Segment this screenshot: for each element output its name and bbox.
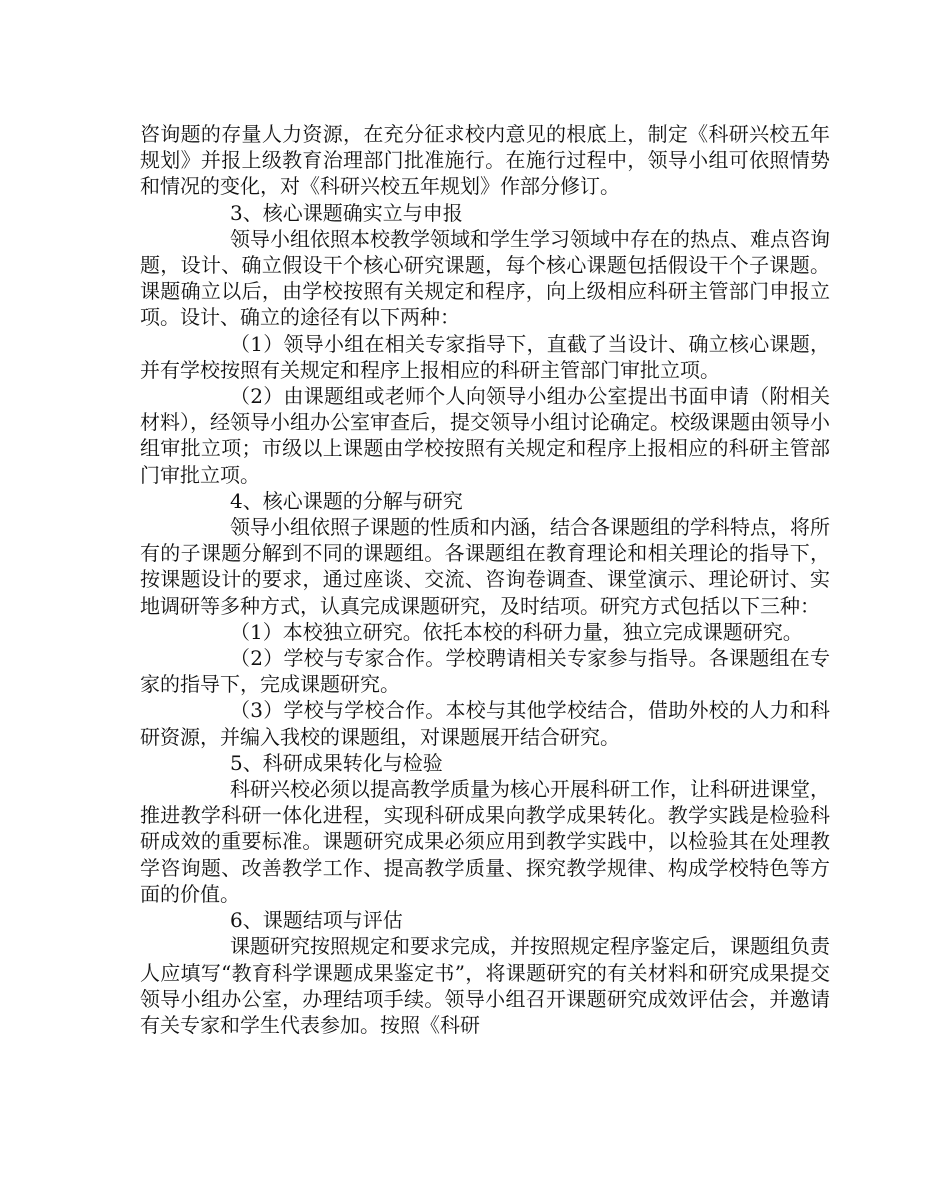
section-heading: 5、科研成果转化与检验: [230, 750, 443, 775]
paragraph: 领导小组依照子课题的性质和内涵，结合各课题组的学科特点，将所有的子课题分解到不同的课题组。各课题组在教育理论和相关理论的指导下，按课题设计的要求，通过座谈、交流、咨询卷调查、课堂演示、理论研讨、实地调研等多种方式，认真完成课题研究，及时结项。研究方式包括以下三种：: [140, 515, 830, 618]
list-item: （2）由课题组或老师个人向领导小组办公室提出书面申请（附相关材料），经领导小组办公室审查后，提交领导小组讨论确定。校级课题由领导小组审批立项；市级以上课题由学校按照有关规定和程序上报相应的科研主管部门审批立项。: [140, 384, 830, 487]
section-heading: 4、核心课题的分解与研究: [230, 488, 463, 513]
section-heading: 6、课题结项与评估: [230, 908, 403, 933]
paragraph: 领导小组依照本校教学领域和学生学习领域中存在的热点、难点咨询题，设计、确立假设干个核心研究课题，每个核心课题包括假设干个子课题。课题确立以后，由学校按照有关规定和程序，向上级相应科研主管部门申报立项。设计、确立的途径有以下两种：: [140, 226, 830, 330]
list-item: （2）学校与专家合作。学校聘请相关专家参与指导。各课题组在专家的指导下，完成课题研究。: [140, 646, 830, 697]
list-item: （1）领导小组在相关专家指导下，直截了当设计、确立核心课题，并有学校按照有关规定和程序上报相应的科研主管部门审批立项。: [140, 331, 830, 382]
paragraph: 课题研究按照规定和要求完成，并按照规定程序鉴定后，课题组负责人应填写“教育科学课题成果鉴定书”，将课题研究的有关材料和研究成果提交领导小组办公室，办理结项手续。领导小组召开课题研究成效评估会，并邀请有关专家和学生代表参加。按照《科研: [140, 934, 830, 1037]
document-page: [140, 121, 830, 1038]
paragraph: 咨询题的存量人力资源，在充分征求校内意见的根底上，制定《科研兴校五年规划》并报上级教育治理部门批准施行。在施行过程中，领导小组可依照情势和情况的变化，对《科研兴校五年规划》作部分修订。: [140, 122, 830, 199]
list-item: （3）学校与学校合作。本校与其他学校结合，借助外校的人力和科研资源，并编入我校的课题组，对课题展开结合研究。: [140, 698, 830, 749]
list-item: （1）本校独立研究。依托本校的科研力量，独立完成课题研究。: [230, 619, 803, 644]
paragraph: 科研兴校必须以提高教学质量为核心开展科研工作，让科研进课堂，推进教学科研一体化进程，实现科研成果向教学成果转化。教学实践是检验科研成效的重要标准。课题研究成果必须应用到教学实践中，以检验其在处理教学咨询题、改善教学工作、提高教学质量、探究教学规律、构成学校特色等方面的价值。: [140, 777, 830, 906]
section-heading: 3、核心课题确实立与申报: [230, 200, 463, 225]
